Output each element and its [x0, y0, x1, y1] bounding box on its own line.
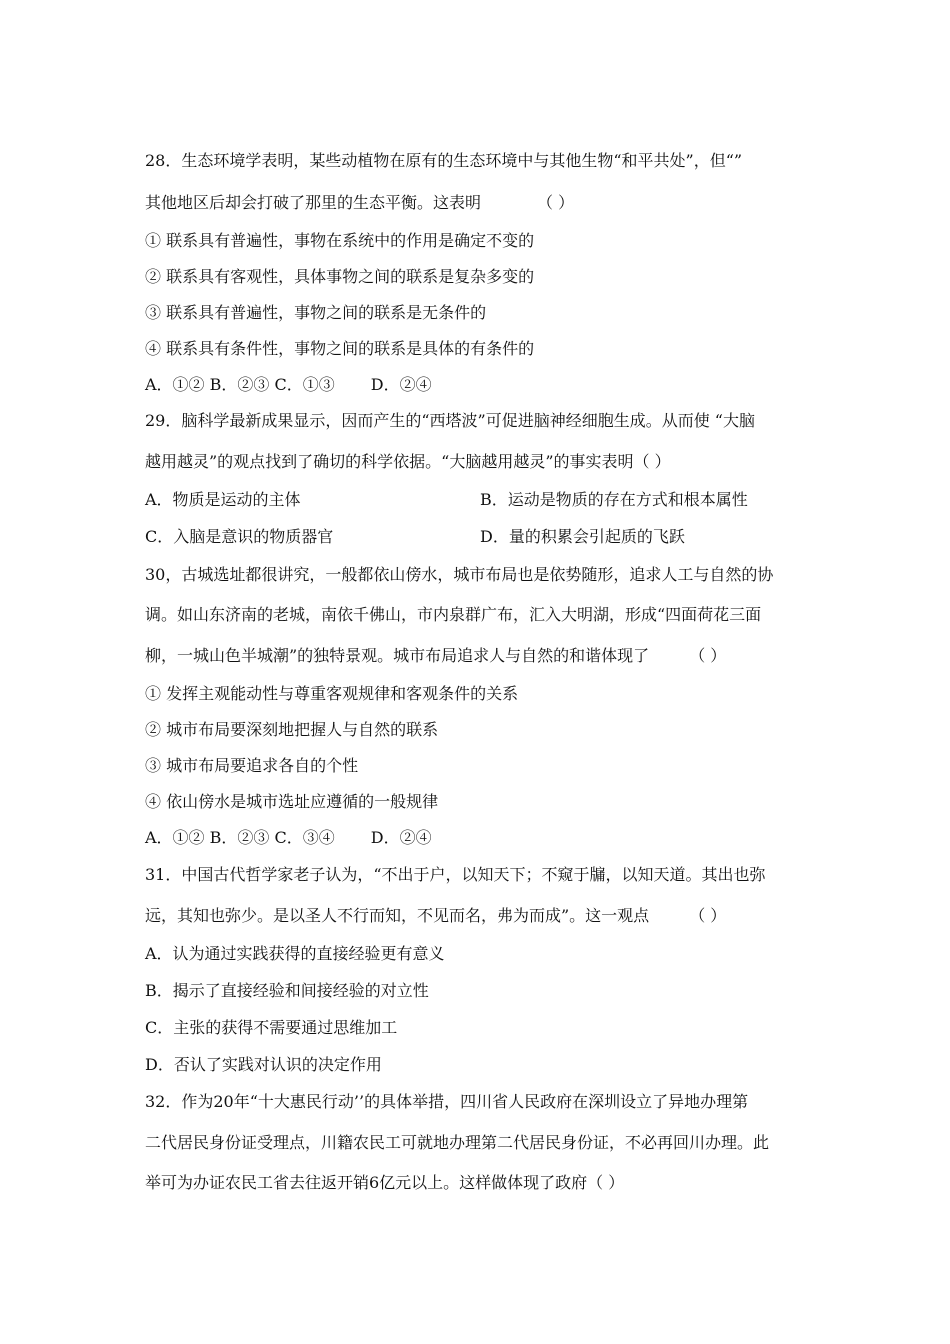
q31-choice-d: D．否认了实践对认识的决定作用: [145, 1055, 382, 1074]
q30-option-2: ② 城市布局要深刻地把握人与自然的联系: [145, 720, 439, 739]
q31-answer-bracket: （ ）: [689, 906, 727, 925]
q30-option-3: ③ 城市布局要追求各自的个性: [145, 756, 359, 775]
q31-stem-line1: 31．中国古代哲学家老子认为，“不出于户，以知天下；不窥于牖，以知天道。其出也弥: [145, 865, 766, 884]
q28-stem-text: 其他地区后却会打破了那里的生态平衡。这表明: [145, 193, 482, 212]
q28-option-3: ③ 联系具有普遍性，事物之间的联系是无条件的: [145, 303, 487, 322]
q29-choice-b: B．运动是物质的存在方式和根本属性: [480, 490, 748, 509]
q29-stem-line1: 29．脑科学最新成果显示，因而产生的“西塔波”可促进脑神经细胞生成。从而使 “大脑: [145, 411, 755, 430]
q30-stem-text: 柳，一城山色半城潮”的独特景观。城市布局追求人与自然的和谐体现了: [145, 646, 650, 665]
q31-choice-c: C．主张的获得不需要通过思维加工: [145, 1018, 398, 1037]
q30-stem-line3: [145, 646, 726, 666]
q31-stem-text: 远，其知也弥少。是以圣人不行而知，不见而名，弗为而成”。这一观点: [145, 906, 650, 925]
q29-stem-line2: 越用越灵”的观点找到了确切的科学依据。“大脑越用越灵”的事实表明（ ）: [145, 452, 671, 471]
q30-choice-d: D．②④: [370, 828, 432, 847]
q30-answer-bracket: （ ）: [689, 646, 727, 665]
q28-choice-d: D．②④: [370, 375, 432, 394]
q30-choices-abc: A．①② B．②③ C．③④: [145, 828, 335, 847]
q32-stem-line1: 32．作为20年“十大惠民行动’’的具体举措，四川省人民政府在深圳设立了异地办理第: [145, 1092, 749, 1111]
q32-stem-line2: 二代居民身份证受理点，川籍农民工可就地办理第二代居民身份证，不必再回川办理。此: [145, 1133, 770, 1152]
q31-stem-line2: [145, 906, 726, 926]
q28-stem-line1: 28．生态环境学表明，某些动植物在原有的生态环境中与其他生物“和平共处”，但“”: [145, 151, 743, 170]
q29-choice-d: D．量的积累会引起质的飞跃: [480, 527, 685, 546]
q32-stem-line3: 举可为办证农民工省去往返开销6亿元以上。这样做体现了政府（ ）: [145, 1173, 625, 1192]
q31-choice-a: A．认为通过实践获得的直接经验更有意义: [145, 944, 445, 963]
q28-choices: [145, 375, 432, 395]
q28-option-4: ④ 联系具有条件性，事物之间的联系是具体的有条件的: [145, 339, 535, 358]
q30-stem-line2: 调。如山东济南的老城，南依千佛山，市内泉群广布，汇入大明湖，形成“四面荷花三面: [145, 605, 762, 624]
q30-option-1: ① 发挥主观能动性与尊重客观规律和客观条件的关系: [145, 684, 519, 703]
q28-option-2: ② 联系具有客观性，具体事物之间的联系是复杂多变的: [145, 267, 535, 286]
q29-choice-a: A．物质是运动的主体: [145, 490, 301, 509]
q29-choice-c: C．入脑是意识的物质器官: [145, 527, 334, 546]
q30-choices: [145, 828, 432, 848]
q31-choice-b: B．揭示了直接经验和间接经验的对立性: [145, 981, 429, 1000]
q28-answer-bracket: （ ）: [537, 193, 575, 212]
q28-option-1: ① 联系具有普遍性，事物在系统中的作用是确定不变的: [145, 231, 535, 250]
q30-option-4: ④ 依山傍水是城市选址应遵循的一般规律: [145, 792, 439, 811]
q28-stem-line2: [145, 193, 574, 213]
q30-stem-line1: 30，古城选址都很讲究，一般都依山傍水，城市布局也是依势随形，追求人工与自然的协: [145, 565, 774, 584]
q28-choices-abc: A．①② B．②③ C．①③: [145, 375, 335, 394]
